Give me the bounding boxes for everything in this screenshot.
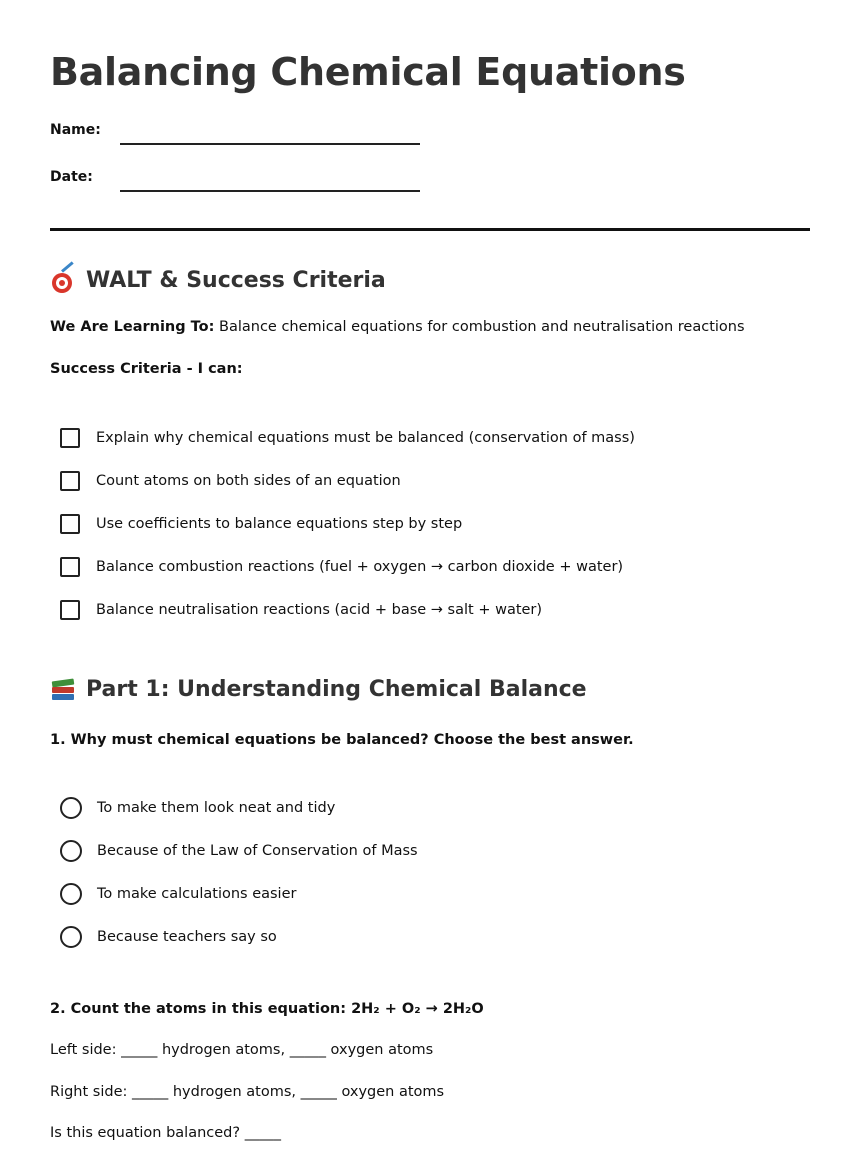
- part1-heading: [50, 676, 587, 702]
- option-item[interactable]: [60, 926, 277, 948]
- criteria-checkbox[interactable]: [60, 471, 80, 491]
- learning-intention: [50, 319, 745, 335]
- part1-heading-text: Part 1: Understanding Chemical Balance: [86, 676, 587, 702]
- criteria-item[interactable]: [60, 557, 623, 577]
- criteria-checkbox[interactable]: [60, 514, 80, 534]
- criteria-item[interactable]: [60, 428, 635, 448]
- option-text: To make them look neat and tidy: [97, 800, 336, 816]
- option-item[interactable]: [60, 883, 296, 905]
- option-item[interactable]: [60, 840, 418, 862]
- criteria-checkbox[interactable]: [60, 600, 80, 620]
- criteria-item[interactable]: [60, 471, 401, 491]
- date-label: Date:: [50, 169, 93, 185]
- criteria-label: Success Criteria - I can:: [50, 361, 243, 377]
- question-1: 1. Why must chemical equations be balanced? Choose the best answer.: [50, 732, 634, 748]
- page-title: Balancing Chemical Equations: [50, 50, 686, 94]
- name-field[interactable]: [120, 143, 420, 145]
- option-text: To make calculations easier: [97, 886, 297, 902]
- option-radio[interactable]: [60, 797, 82, 819]
- criteria-checkbox[interactable]: [60, 557, 80, 577]
- option-text: Because teachers say so: [97, 929, 277, 945]
- name-label: Name:: [50, 122, 101, 138]
- option-text: Because of the Law of Conservation of Mass: [97, 843, 418, 859]
- walt-heading: [50, 267, 386, 293]
- option-item[interactable]: [60, 797, 335, 819]
- books-icon: [50, 676, 78, 702]
- option-radio[interactable]: [60, 883, 82, 905]
- criteria-text: Balance neutralisation reactions (acid + base → salt + water): [96, 602, 543, 618]
- criteria-checkbox[interactable]: [60, 428, 80, 448]
- question-2: 2. Count the atoms in this equation: 2H₂ + O₂ → 2H₂O: [50, 1001, 484, 1017]
- header-divider: [50, 228, 810, 231]
- option-radio[interactable]: [60, 926, 82, 948]
- option-radio[interactable]: [60, 840, 82, 862]
- criteria-text: Explain why chemical equations must be balanced (conservation of mass): [96, 430, 635, 446]
- learning-label: We Are Learning To:: [50, 319, 215, 335]
- right-side-answer: Right side: _____ hydrogen atoms, _____ oxygen atoms: [50, 1084, 445, 1100]
- criteria-item[interactable]: [60, 514, 462, 534]
- balanced-answer: Is this equation balanced? _____: [50, 1125, 281, 1141]
- learning-text: Balance chemical equations for combustion and neutralisation reactions: [214, 319, 745, 335]
- criteria-text: Count atoms on both sides of an equation: [96, 473, 401, 489]
- target-icon: [50, 267, 78, 293]
- date-field[interactable]: [120, 190, 420, 192]
- criteria-text: Balance combustion reactions (fuel + oxygen → carbon dioxide + water): [96, 559, 624, 575]
- left-side-answer: Left side: _____ hydrogen atoms, _____ oxygen atoms: [50, 1042, 434, 1058]
- criteria-text: Use coefficients to balance equations step by step: [96, 516, 463, 532]
- criteria-item[interactable]: [60, 600, 542, 620]
- walt-heading-text: WALT & Success Criteria: [86, 267, 386, 293]
